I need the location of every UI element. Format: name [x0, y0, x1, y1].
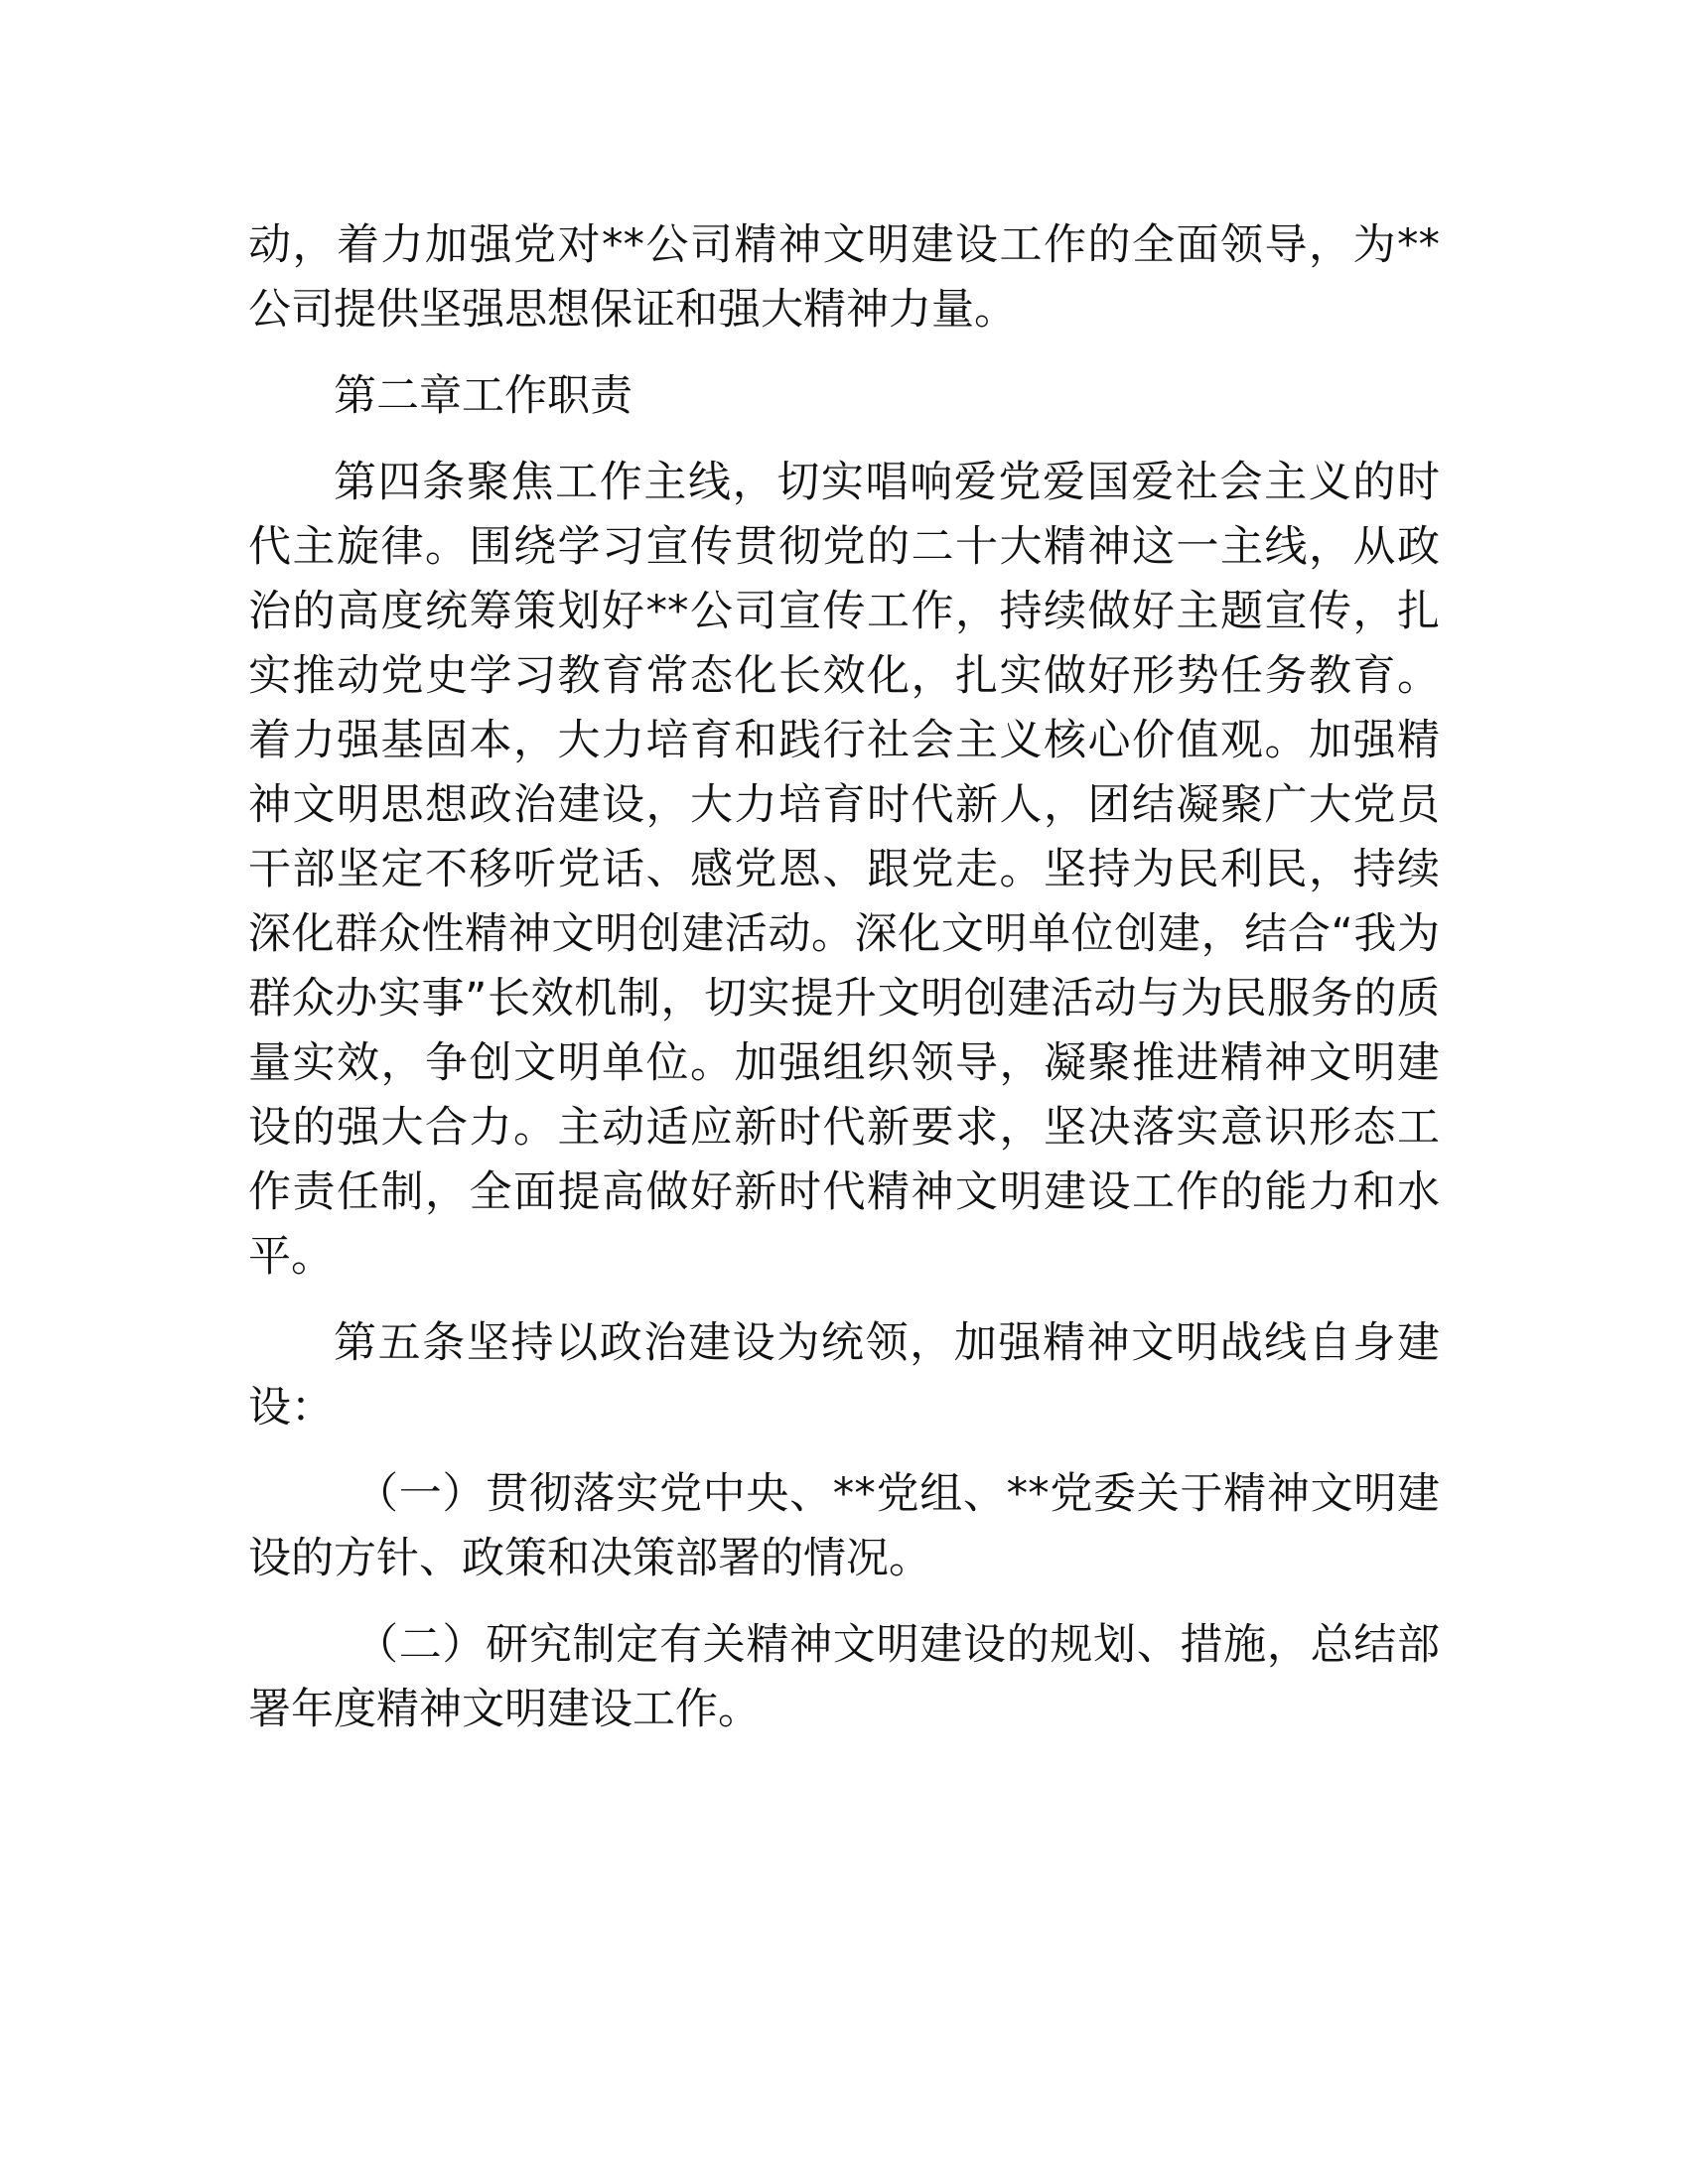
paragraph-intro-continuation: 动，着力加强党对**公司精神文明建设工作的全面领导，为**公司提供坚强思想保证和强大精神力量。: [248, 220, 1440, 335]
list-item-2: （二）研究制定有关精神文明建设的规划、措施，总结部署年度精神文明建设工作。: [248, 1620, 1440, 1734]
paragraph-article-4: 第四条聚焦工作主线，切实唱响爱党爱国爱社会主义的时代主旋律。围绕学习宣传贯彻党的二十大精神这一主线，从政治的高度统筹策划好**公司宣传工作，持续做好主题宣传，扎实推动党史学习教育常态化长效化，扎实做好形势任务教育。着力强基固本，大力培育和践行社会主义核心价值观。加强精神文明思想政治建设，大力培育时代新人，团结凝聚广大党员干部坚定不移听党话、感党恩、跟党走。坚持为民利民，持续深化群众性精神文明创建活动。深化文明单位创建，结合“我为群众办实事”长效机制，切实提升文明创建活动与为民服务的质量实效，争创文明单位。加强组织领导，凝聚推进精神文明建设的强大合力。主动适应新时代新要求，坚决落实意识形态工作责任制，全面提高做好新时代精神文明建设工作的能力和水平。: [248, 458, 1440, 1282]
paragraph-article-5: 第五条坚持以政治建设为统领，加强精神文明战线自身建设：: [248, 1318, 1440, 1433]
document-body: [248, 213, 1440, 1742]
chapter-heading: 第二章工作职责: [334, 371, 633, 421]
list-item-1: （一）贯彻落实党中央、**党组、**党委关于精神文明建设的方针、政策和决策部署的情况。: [248, 1469, 1440, 1583]
